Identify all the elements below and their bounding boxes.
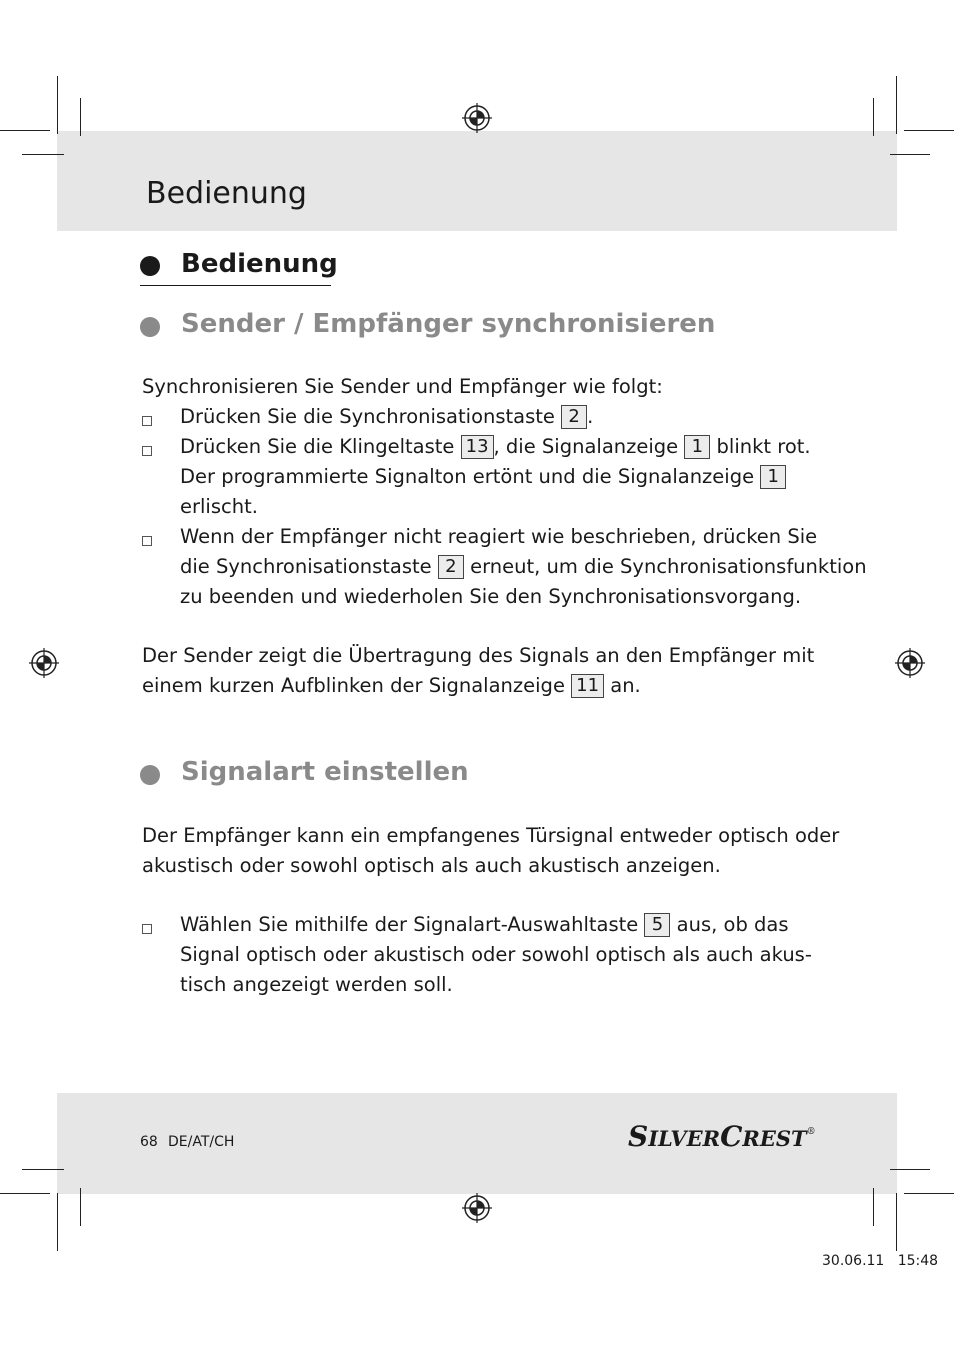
reference-number: 1 (760, 465, 786, 489)
signal-step-line-2: Signal optisch oder akustisch oder sowohl optisch als auch akus- (180, 943, 812, 966)
sync-note: Der Sender zeigt die Übertragung des Signals an den Empfänger mit (142, 644, 815, 667)
sync-step-1: Drücken Sie die Synchronisationstaste 2 . (180, 405, 594, 428)
registration-mark-icon (462, 1193, 492, 1223)
section-heading-sync: Sender / Empfänger synchronisieren (181, 309, 716, 339)
brand-logo: SILVERCREST® (628, 1120, 816, 1153)
signal-paragraph-line-2: akustisch oder sowohl optisch als auch akustisch anzeigen. (142, 854, 721, 877)
checkbox-bullet-icon (142, 446, 152, 456)
checkbox-bullet-icon (142, 924, 152, 934)
registration-mark-icon (895, 648, 925, 678)
reference-number: 1 (684, 435, 710, 459)
reference-number: 2 (561, 405, 587, 429)
locale-label: DE/AT/CH (168, 1134, 235, 1150)
heading-bullet-icon (140, 256, 160, 276)
reference-number: 13 (461, 435, 494, 459)
heading-bullet-icon (140, 765, 160, 785)
registration-mark-icon (29, 648, 59, 678)
reference-number: 5 (644, 913, 670, 937)
registration-mark-icon (462, 103, 492, 133)
sync-step-3: Wenn der Empfänger nicht reagiert wie beschrieben, drücken Sie (180, 525, 818, 548)
sync-step-2: Drücken Sie die Klingeltaste 13 , die Signalanzeige 1 blinkt rot. (180, 435, 811, 458)
reference-number: 2 (438, 555, 464, 579)
checkbox-bullet-icon (142, 416, 152, 426)
signal-step: Wählen Sie mithilfe der Signalart-Auswahltaste 5 aus, ob das (180, 913, 789, 936)
reference-number: 11 (571, 674, 604, 698)
heading-underline (140, 285, 331, 286)
sync-step-2-line-2: Der programmierte Signalton ertönt und die Signalanzeige 1 (180, 462, 786, 492)
page-title: Bedienung (146, 176, 307, 211)
heading-bullet-icon (140, 317, 160, 337)
sync-step-3-line-2: die Synchronisationstaste 2 erneut, um die Synchronisationsfunktion (180, 555, 867, 578)
sync-step-2-line-3: erlischt. (180, 495, 258, 518)
sync-step-3-line-3: zu beenden und wiederholen Sie den Synchronisationsvorgang. (180, 585, 802, 608)
page-number: 68 (140, 1134, 158, 1150)
section-heading-signal: Signalart einstellen (181, 757, 469, 787)
sync-intro: Synchronisieren Sie Sender und Empfänger wie folgt: (142, 375, 663, 398)
checkbox-bullet-icon (142, 536, 152, 546)
signal-step-line-3: tisch angezeigt werden soll. (180, 973, 453, 996)
signal-paragraph: Der Empfänger kann ein empfangenes Türsignal entweder optisch oder (142, 824, 840, 847)
print-timestamp: 30.06.11 15:48 (822, 1253, 939, 1269)
section-heading-main: Bedienung (181, 249, 338, 279)
sync-note-line-2: einem kurzen Aufblinken der Signalanzeige 11 an. (142, 674, 641, 697)
